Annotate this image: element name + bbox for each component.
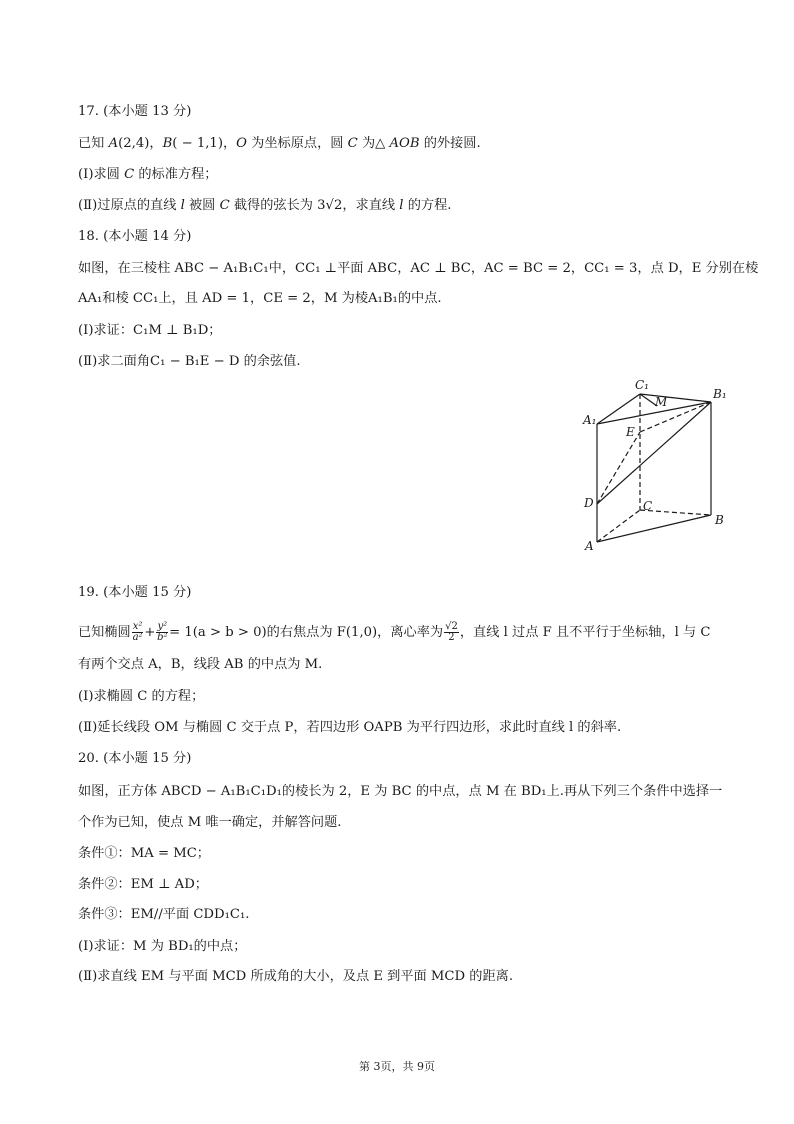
q19-statement-line1: 已知椭圆 $\frac{\text{x²}}{\text{a²}}$ + $\frac{\text{y²}}{\text{b²}}$ = 1(a > b > 0)的右焦点为 F(1,0)，离心率为 $\frac{√2}{2}$ ，直线 l 过点 F 且不平行于坐标轴，l 与 C: [78, 621, 711, 643]
label-M: M: [655, 395, 668, 409]
q20-part1: (Ⅰ)求证：M 为 BD₁的中点；: [78, 939, 247, 954]
label-B: B: [715, 513, 724, 527]
q20-statement-line2: 个作为已知，使点 M 唯一确定，并解答问题.: [78, 815, 342, 830]
fraction-y2-b2: $\frac{\text{y²}}{\text{b²}}$: [157, 621, 168, 643]
q20-condition-1: 条件①：MA = MC；: [78, 846, 210, 861]
prism-diagram: [575, 372, 735, 557]
q17-part1: (Ⅰ)求圆 C 的标准方程；: [78, 167, 218, 182]
q20-condition-2: 条件②：EM ⊥ AD；: [78, 877, 208, 892]
q17-header: 17. (本小题 13 分): [78, 104, 192, 119]
q20-statement-line1: 如图，正方体 ABCD − A₁B₁C₁D₁的棱长为 2，E 为 BC 的中点，点 M 在 BD₁上.再从下列三个条件中选择一: [78, 784, 723, 799]
fraction-x2-a2: $\frac{\text{x²}}{\text{a²}}$: [132, 621, 143, 643]
fraction-sqrt2-2: $\frac{√2}{2}$: [445, 621, 458, 643]
q20-part2: (Ⅱ)求直线 EM 与平面 MCD 所成角的大小，及点 E 到平面 MCD 的距离.: [78, 969, 514, 984]
label-D: D: [584, 496, 594, 510]
q18-header: 18. (本小题 14 分): [78, 229, 192, 244]
q20-condition-3: 条件③：EM//平面 CDD₁C₁.: [78, 907, 250, 922]
q17-statement: 已知 A(2,4)，B( − 1,1)，O 为坐标原点，圆 C 为△ AOB 的外接圆.: [78, 136, 481, 151]
q17-part2: (Ⅱ)过原点的直线 l 被圆 C 截得的弦长为 3√2，求直线 l 的方程.: [78, 198, 452, 213]
label-C1: C₁: [635, 378, 649, 392]
q18-part2: (Ⅱ)求二面角C₁ − B₁E − D 的余弦值.: [78, 354, 301, 369]
q18-part1: (Ⅰ)求证：C₁M ⊥ B₁D；: [78, 323, 222, 338]
q19-part2: (Ⅱ)延长线段 OM 与椭圆 C 交于点 P，若四边形 OAPB 为平行四边形，求此时直线 l 的斜率.: [78, 720, 622, 735]
q19-part1: (Ⅰ)求椭圆 C 的方程；: [78, 689, 205, 704]
label-B1: B₁: [713, 387, 727, 401]
page-footer: 第 3页，共 9页: [359, 1060, 435, 1073]
q18-statement-line2: AA₁和棱 CC₁上，且 AD = 1，CE = 2，M 为棱A₁B₁的中点.: [78, 291, 442, 306]
label-E: E: [626, 425, 635, 439]
q19-header: 19. (本小题 15 分): [78, 585, 192, 600]
q20-header: 20. (本小题 15 分): [78, 751, 192, 766]
prism-figure: [575, 372, 735, 557]
label-A1: A₁: [583, 413, 597, 427]
q18-statement-line1: 如图，在三棱柱 ABC − A₁B₁C₁中，CC₁ ⊥平面 ABC，AC ⊥ BC，AC = BC = 2，CC₁ = 3，点 D，E 分别在棱: [78, 261, 759, 276]
q19-statement-line2: 有两个交点 A，B，线段 AB 的中点为 M.: [78, 657, 323, 672]
label-C: C: [643, 499, 653, 513]
label-A: A: [585, 539, 594, 553]
